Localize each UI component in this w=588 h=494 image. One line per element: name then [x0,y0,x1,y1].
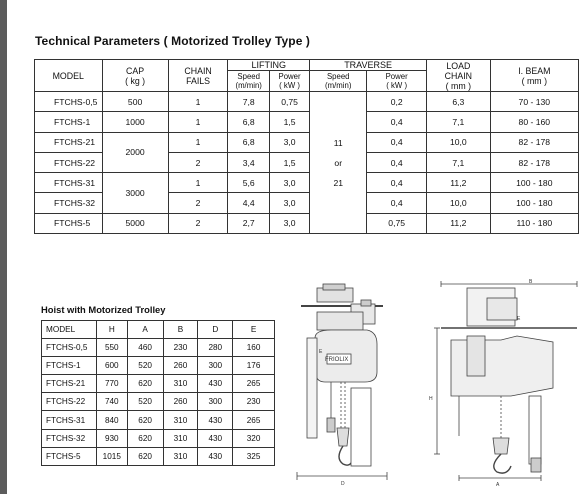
technical-parameters-table [34,59,579,234]
cell-load-chain: 11,2 [427,173,491,193]
cell-lifting-speed: 5,6 [228,173,270,193]
cell: 620 [127,375,163,393]
cell-load-chain: 7,1 [427,112,491,132]
cell-beam: 82 - 178 [490,152,578,172]
cell-load-chain: 6,3 [427,92,491,112]
cell-beam: 100 - 180 [490,193,578,213]
header-e: E [233,321,275,339]
cell-chain: 2 [168,152,228,172]
cell-load-chain: 11,2 [427,213,491,233]
table-row [42,357,275,375]
brand-label: FRIOLIX [325,357,349,363]
dimension-e-right: E [517,316,521,322]
cell-lifting-power: 3,0 [269,132,309,152]
dimension-a: A [496,482,500,488]
table-row [42,393,275,411]
cell: 260 [163,357,198,375]
cell-traverse-speed [310,92,367,112]
cell: 930 [96,429,127,447]
cell-cap: 500 [102,92,168,112]
cell-chain: 1 [168,132,228,152]
hoist-technical-drawing [291,278,588,492]
hoist-side-view [434,281,577,481]
cell: 740 [96,393,127,411]
cell-chain: 1 [168,92,228,112]
cell: 520 [127,393,163,411]
cell-traverse-speed [310,213,367,233]
cell-chain: 2 [168,193,228,213]
cell-traverse-speed-merged: 11 or 21 [310,112,367,213]
header-load-chain: LOAD CHAIN ( mm ) [427,60,491,92]
header-d: D [198,321,233,339]
cell-beam: 82 - 178 [490,132,578,152]
cell-chain: 1 [168,173,228,193]
header-model: MODEL [42,321,97,339]
table-row [35,92,579,112]
cell: 320 [233,429,275,447]
cell: FTCHS-21 [42,375,97,393]
cell-model: FTCHS-1 [35,112,103,132]
cell: FTCHS-0,5 [42,339,97,357]
hoist-front-view [297,284,387,480]
dimension-b: B [529,279,533,285]
cell: 230 [233,393,275,411]
cell-load-chain: 7,1 [427,152,491,172]
cell-cap: 5000 [102,213,168,233]
hoist-dimensions-table [41,320,275,466]
cell: 265 [233,411,275,429]
cell-load-chain: 10,0 [427,193,491,213]
cell-model: FTCHS-21 [35,132,103,152]
cell: FTCHS-5 [42,447,97,465]
table-row [42,375,275,393]
cell-lifting-speed: 3,4 [228,152,270,172]
cell-lifting-speed: 6,8 [228,112,270,132]
cell-model: FTCHS-0,5 [35,92,103,112]
cell-beam: 100 - 180 [490,173,578,193]
cell: 430 [198,411,233,429]
cell: 300 [198,393,233,411]
cell-traverse-power: 0,4 [367,173,427,193]
header-chain-falls: CHAIN FAILS [168,60,228,92]
cell-lifting-power: 0,75 [269,92,309,112]
table-row [35,213,579,233]
cell-cap: 3000 [102,173,168,214]
header-h: H [96,321,127,339]
table-row [35,173,579,193]
cell: 325 [233,447,275,465]
cell-beam: 70 - 130 [490,92,578,112]
cell: 770 [96,375,127,393]
header-a: A [127,321,163,339]
cell-model: FTCHS-22 [35,152,103,172]
cell-lifting-speed: 6,8 [228,132,270,152]
cell: 310 [163,411,198,429]
cell-traverse-power: 0,2 [367,92,427,112]
cell: 280 [198,339,233,357]
cell: 430 [198,375,233,393]
cell: 310 [163,447,198,465]
cell-traverse-power: 0,4 [367,112,427,132]
cell-lifting-power: 1,5 [269,112,309,132]
cell-traverse-power: 0,4 [367,132,427,152]
cell: FTCHS-32 [42,429,97,447]
cell: 600 [96,357,127,375]
dimension-e-left: E [319,349,323,355]
cell: 520 [127,357,163,375]
technical-parameters-title: Technical Parameters ( Motorized Trolley Type ) [35,34,310,48]
header-beam: I. BEAM ( mm ) [490,60,578,92]
cell-cap: 1000 [102,112,168,132]
cell: 160 [233,339,275,357]
table-row [42,411,275,429]
header-traverse-power: Power ( kW ) [367,71,427,92]
cell-chain: 1 [168,112,228,132]
hoist-dimensions-title: Hoist with Motorized Trolley [41,304,166,315]
cell-model: FTCHS-32 [35,193,103,213]
cell-cap: 2000 [102,132,168,173]
cell-traverse-power: 0,4 [367,193,427,213]
cell: 260 [163,393,198,411]
table-row [42,447,275,465]
cell: 1015 [96,447,127,465]
header-lifting-speed: Speed (m/min) [228,71,270,92]
header-traverse: TRAVERSE [310,60,427,71]
cell: 460 [127,339,163,357]
cell-lifting-speed: 4,4 [228,193,270,213]
cell-load-chain: 10,0 [427,132,491,152]
dimension-d: D [341,481,345,487]
cell: 176 [233,357,275,375]
cell-model: FTCHS-5 [35,213,103,233]
cell: 620 [127,447,163,465]
cell-lifting-power: 3,0 [269,173,309,193]
table-row [35,112,579,132]
cell: 550 [96,339,127,357]
cell: 310 [163,375,198,393]
cell-traverse-power: 0,4 [367,152,427,172]
cell-lifting-power: 3,0 [269,213,309,233]
cell-chain: 2 [168,213,228,233]
cell-model: FTCHS-31 [35,173,103,193]
cell: 230 [163,339,198,357]
cell: 840 [96,411,127,429]
cell: FTCHS-22 [42,393,97,411]
header-traverse-speed: Speed (m/min) [310,71,367,92]
header-b: B [163,321,198,339]
cell: 430 [198,447,233,465]
cell-beam: 80 - 160 [490,112,578,132]
dimension-h: H [429,396,433,402]
document-page [7,0,588,494]
table-row [42,429,275,447]
cell: 310 [163,429,198,447]
cell: FTCHS-31 [42,411,97,429]
cell: 620 [127,429,163,447]
cell-lifting-speed: 2,7 [228,213,270,233]
cell: 300 [198,357,233,375]
cell-beam: 110 - 180 [490,213,578,233]
header-lifting-power: Power ( kW ) [269,71,309,92]
header-cap: CAP ( kg ) [102,60,168,92]
cell-traverse-power: 0,75 [367,213,427,233]
header-lifting: LIFTING [228,60,310,71]
table-row [42,339,275,357]
cell-lifting-speed: 7,8 [228,92,270,112]
table-row [35,132,579,152]
cell: FTCHS-1 [42,357,97,375]
cell-lifting-power: 1,5 [269,152,309,172]
cell: 620 [127,411,163,429]
header-model: MODEL [35,60,103,92]
cell: 430 [198,429,233,447]
cell-lifting-power: 3,0 [269,193,309,213]
cell: 265 [233,375,275,393]
